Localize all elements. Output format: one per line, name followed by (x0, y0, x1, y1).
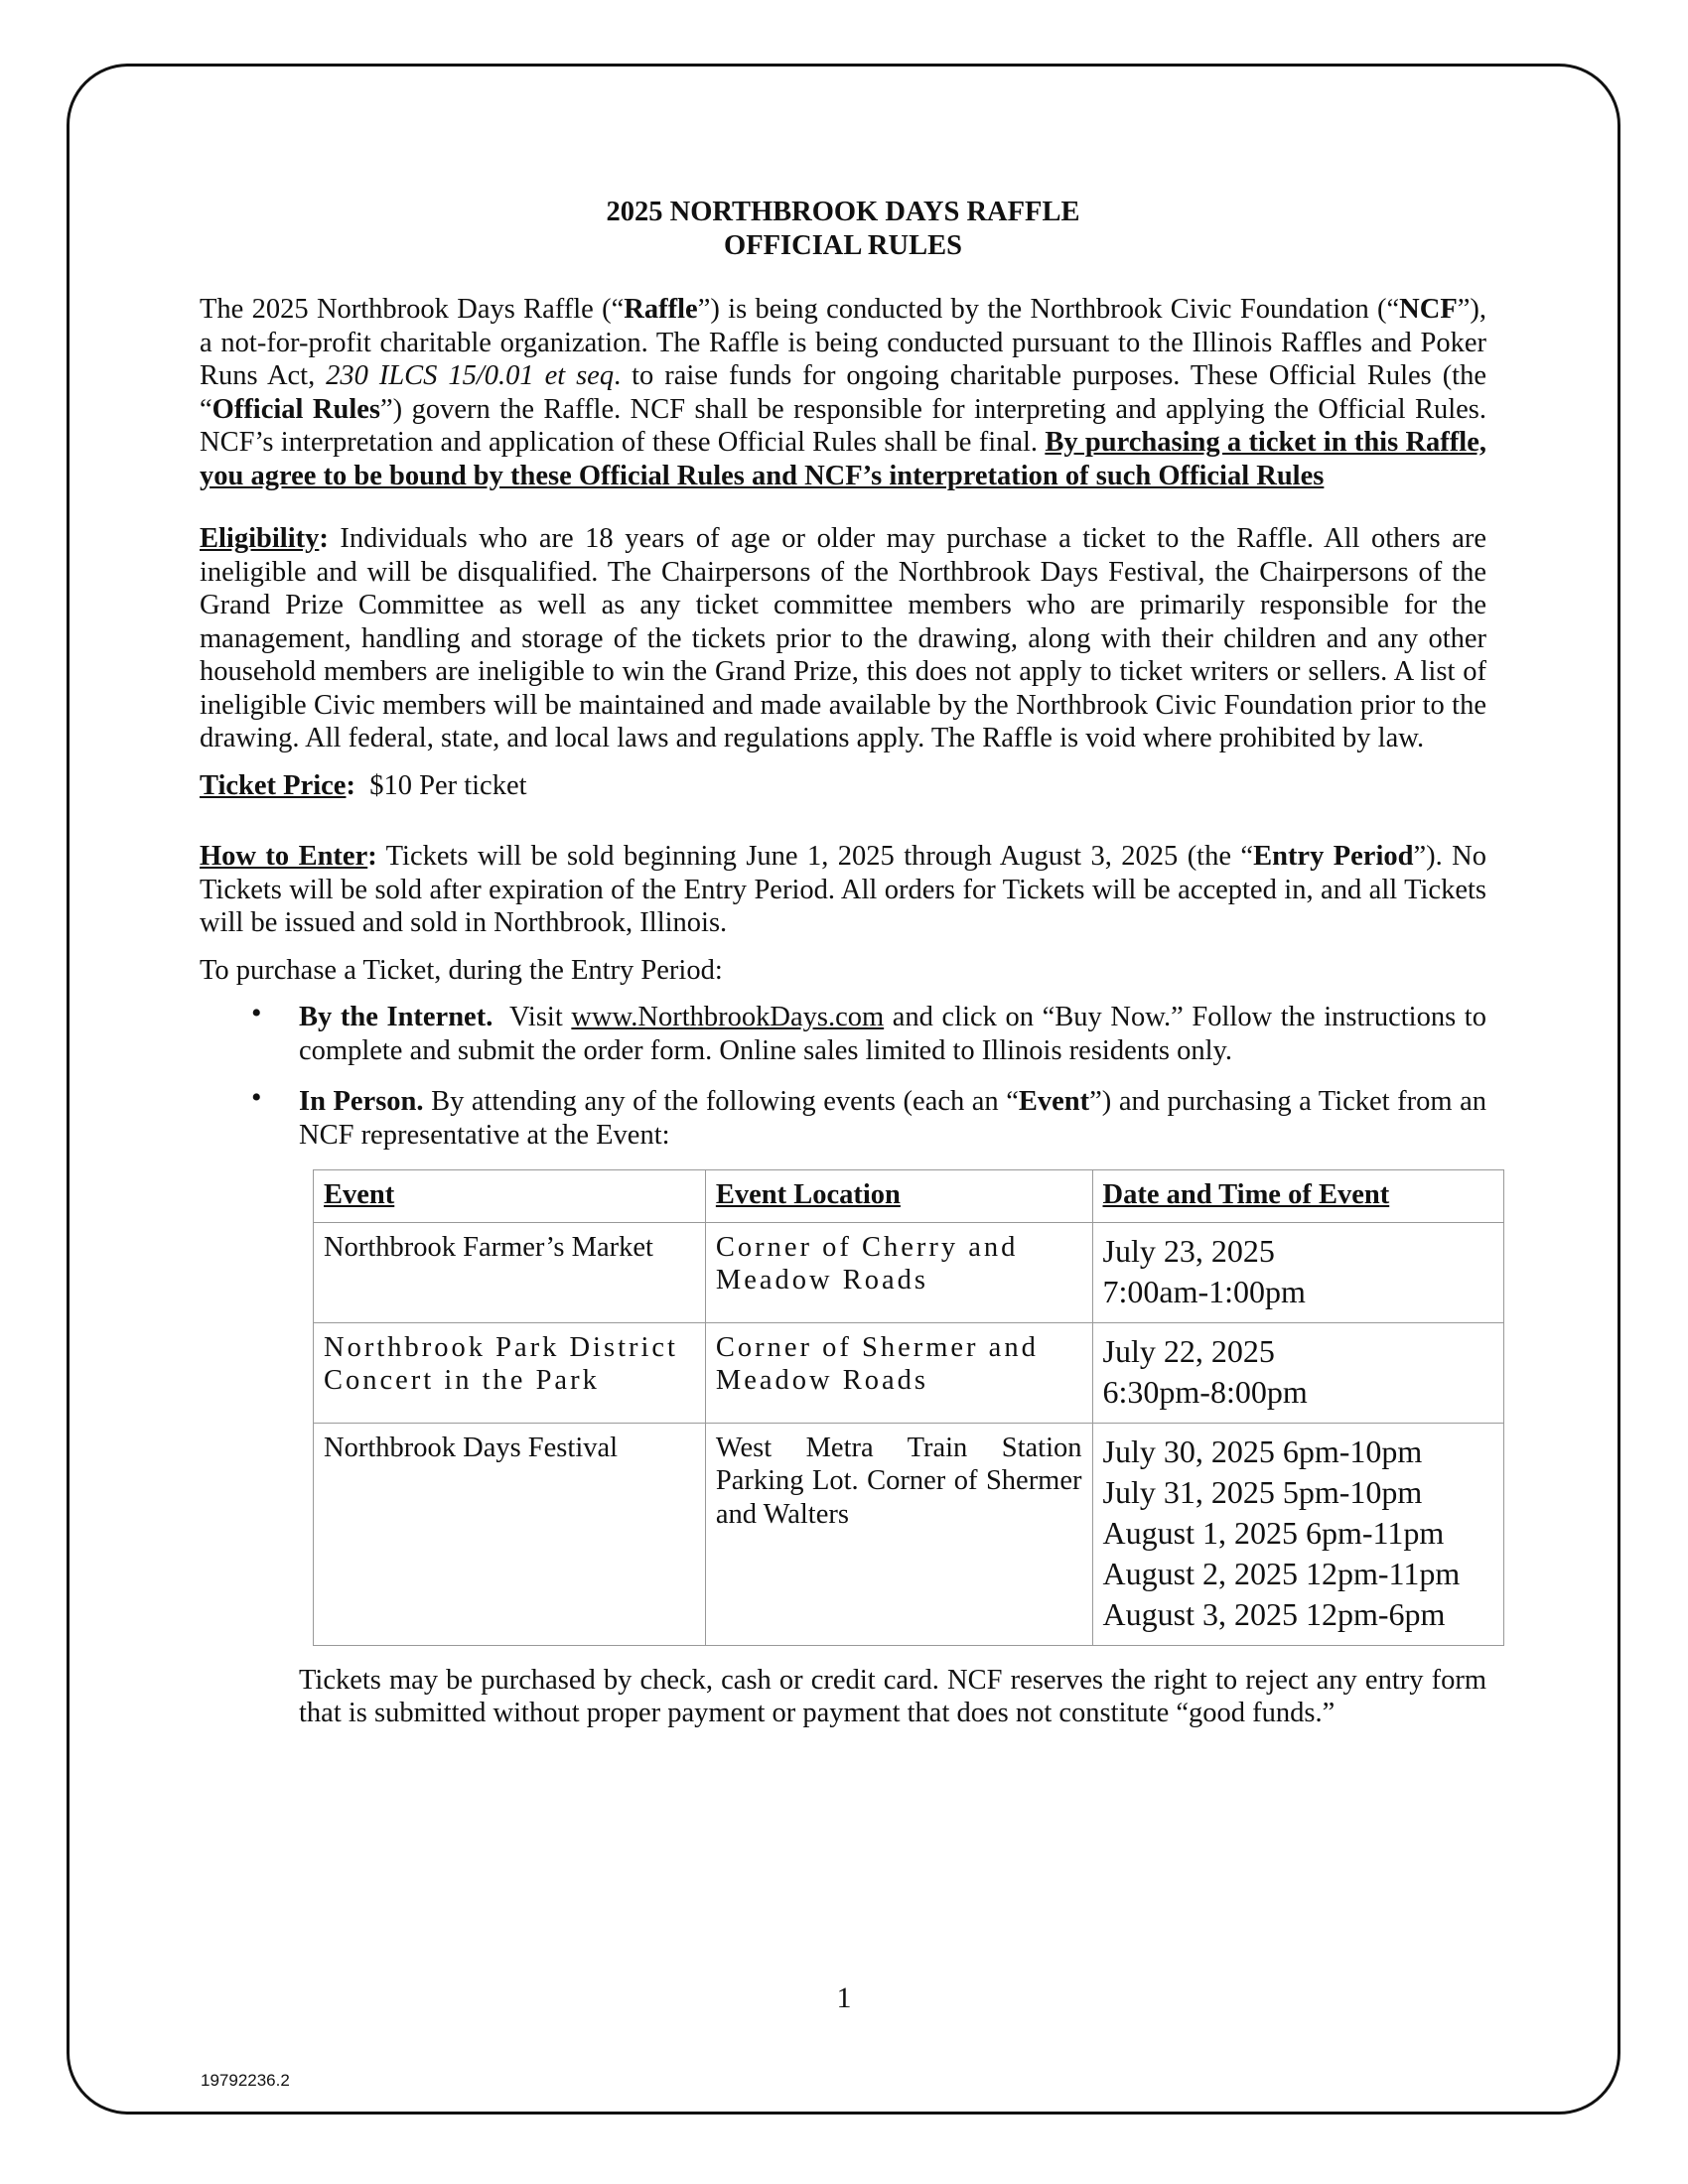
event-date-line: August 3, 2025 12pm-6pm (1102, 1595, 1446, 1632)
eligibility-text: Individuals who are 18 years of age or older may purchase a ticket to the Raffle. All others are ineligible and will be disqualified. The Chairpersons of the Northbrook Days Festival, the Chairpersons of the Grand Prize Committee as well as any ticket committee members who are primarily responsible for the management, handling and storage of the tickets prior to the drawing, along with their children and any other household members are ineligible to win the Grand Prize, this does not apply to ticket writers or sellers. A list of ineligible Civic members will be maintained and made available by the Northbrook Civic Foundation prior to the drawing. All federal, state, and local laws and regulations apply. The Raffle is void where prohibited by law. (200, 523, 1486, 753)
how-to-enter-heading: How to Enter (200, 841, 368, 872)
document-body (200, 196, 1486, 1730)
how-to-enter-text-2: ”). No Tickets will be sold after expiration of the Entry Period. All orders for Tickets will be accepted in, and all Tickets will be issued and sold in Northbrook, Illinois. (200, 841, 1487, 938)
northbrook-days-link[interactable]: www.NorthbrookDays.com (571, 1002, 885, 1032)
ticket-price-value: $10 Per ticket (354, 769, 527, 801)
event-date-line: 6:30pm-8:00pm (1102, 1373, 1308, 1410)
payment-note: Tickets may be purchased by check, cash or credit card. NCF reserves the right to reject any entry form that is submitted without proper payment or payment that does not constitute “good funds.” (299, 1664, 1486, 1728)
event-date-line: July 30, 2025 6pm-10pm (1102, 1433, 1423, 1469)
eligibility-heading: Eligibility (200, 523, 320, 554)
in-person-text-2: ”) and purchasing a Ticket from an NCF representative at the Event: (299, 1086, 1486, 1151)
how-to-enter-colon: : (367, 841, 377, 872)
events-table (313, 1169, 1504, 1646)
statute-citation: 230 ILCS 15/0.01 et seq (326, 360, 615, 391)
header-location: Event Location (705, 1170, 1092, 1223)
intro-paragraph (200, 293, 1486, 492)
event-date-line: July 31, 2025 5pm-10pm (1102, 1473, 1423, 1510)
document-id: 19792236.2 (201, 2071, 290, 2090)
method-internet (200, 997, 1486, 1067)
intro-text-2: ”) is being conducted by the Northbrook Civic Foundation (“ (697, 294, 1400, 325)
event-term: Event (1018, 1086, 1090, 1117)
intro-text-3: ”), a not-for-profit charitable organization. The Raffle is being conducted pursuant to the Illinois Raffles and Poker Runs Act, (200, 294, 1487, 391)
internet-text-1: Visit (492, 1002, 572, 1032)
how-to-enter-paragraph (200, 840, 1486, 940)
intro-text-5: ”) govern the Raffle. NCF shall be responsible for interpreting and applying the Official Rules. NCF’s interpretation and application of these Official Rules shall be final. (200, 393, 1486, 458)
in-person-method-label: In Person. (299, 1086, 424, 1117)
event-dates (1092, 1322, 1504, 1423)
ticket-price-paragraph (200, 769, 1486, 803)
purchase-intro: To purchase a Ticket, during the Entry Period: (200, 954, 723, 986)
event-name: Northbrook Park District Concert in the Park (314, 1322, 706, 1423)
event-location: Corner of Cherry and Meadow Roads (705, 1222, 1092, 1322)
ncf-term: NCF (1399, 294, 1458, 325)
event-date-line: August 1, 2025 6pm-11pm (1102, 1514, 1445, 1551)
in-person-text-1: By attending any of the following events (each an “ (423, 1086, 1019, 1117)
document-title (200, 196, 1486, 263)
entry-period-term: Entry Period (1253, 841, 1414, 872)
ticket-price-heading: Ticket Price (200, 769, 347, 801)
event-date-line: July 22, 2025 (1102, 1332, 1275, 1369)
internet-method-label: By the Internet. (299, 1002, 493, 1032)
event-dates (1092, 1222, 1504, 1322)
agreement-statement: By purchasing a ticket in this Raffle, you agree to be bound by these Official Rules and NCF’s interpretation of such Official Rules (200, 427, 1486, 491)
internet-text-2: and click on “Buy Now.” Follow the instructions to complete and submit the order form. Online sales limited to Illinois residents only. (299, 1002, 1486, 1066)
how-to-enter-text-1: Tickets will be sold beginning June 1, 2025 through August 3, 2025 (the “ (376, 841, 1254, 872)
event-name: Northbrook Days Festival (314, 1423, 706, 1645)
ticket-price-colon: : (346, 769, 355, 801)
header-date-time: Date and Time of Event (1092, 1170, 1504, 1223)
header-event: Event (314, 1170, 706, 1223)
official-rules-term: Official Rules (211, 393, 380, 425)
event-date-line: August 2, 2025 12pm-11pm (1102, 1555, 1461, 1591)
event-name: Northbrook Farmer’s Market (314, 1222, 706, 1322)
bullet-icon: • (251, 1081, 262, 1114)
title-line-1: 2025 NORTHBROOK DAYS RAFFLE (606, 197, 1080, 227)
table-row (314, 1423, 1504, 1645)
method-in-person (200, 1081, 1486, 1152)
event-location: West Metra Train Station Parking Lot. Corner of Shermer and Walters (705, 1423, 1092, 1645)
event-date-line: July 23, 2025 (1102, 1232, 1275, 1269)
intro-text-4: . to raise funds for ongoing charitable purposes. These Official Rules (the “ (200, 360, 1486, 425)
purchase-methods-list (200, 997, 1486, 1152)
table-row (314, 1322, 1504, 1423)
table-header-row (314, 1170, 1504, 1223)
event-date-line: 7:00am-1:00pm (1102, 1273, 1306, 1309)
intro-text-1: The 2025 Northbrook Days Raffle (“ (200, 294, 625, 325)
event-dates (1092, 1423, 1504, 1645)
eligibility-paragraph (200, 522, 1486, 755)
title-line-2: OFFICIAL RULES (724, 230, 962, 261)
event-location: Corner of Shermer and Meadow Roads (705, 1322, 1092, 1423)
page-number: 1 (836, 1981, 852, 2014)
table-row (314, 1222, 1504, 1322)
bullet-icon: • (251, 997, 262, 1029)
raffle-term: Raffle (624, 294, 698, 325)
eligibility-colon: : (319, 523, 329, 554)
